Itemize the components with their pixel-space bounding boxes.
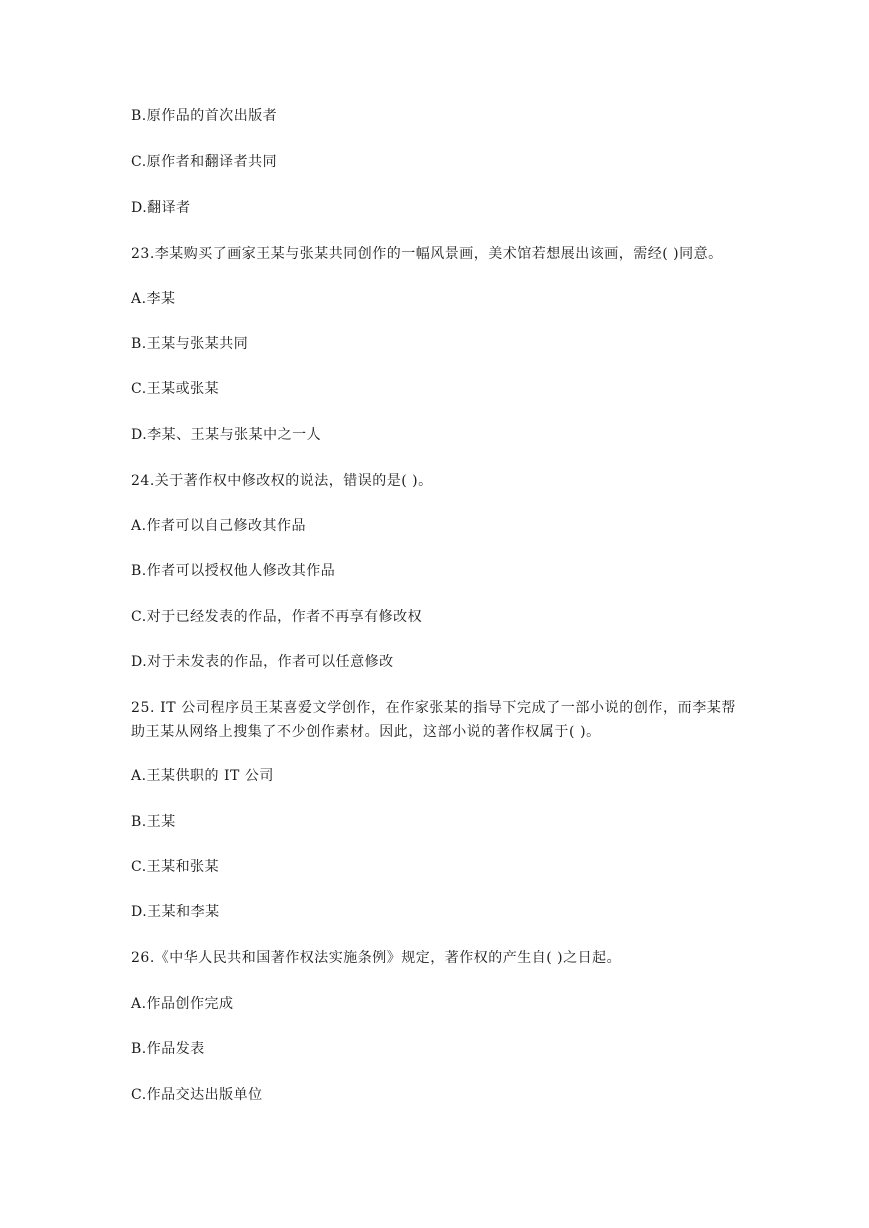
q25-option-c: C.王某和张某 <box>131 859 220 875</box>
q23-stem: 23.李某购买了画家王某与张某共同创作的一幅风景画，美术馆若想展出该画，需经( )同意。 <box>131 246 723 262</box>
q24-option-d: D.对于未发表的作品，作者可以任意修改 <box>131 654 394 670</box>
q22-option-d: D.翻译者 <box>131 200 191 216</box>
q23-option-a: A.李某 <box>131 291 176 307</box>
q25-option-a: A.王某供职的 IT 公司 <box>131 768 274 784</box>
q24-option-b: B.作者可以授权他人修改其作品 <box>131 563 336 579</box>
q23-option-d: D.李某、王某与张某中之一人 <box>131 427 322 443</box>
q25-stem: 25. IT 公司程序员王某喜爱文学创作，在作家张某的指导下完成了一部小说的创作，而李某帮助王某从网络上搜集了不少创作素材。因此，这部小说的著作权属于( )。 <box>131 700 737 740</box>
q26-stem: 26.《中华人民共和国著作权法实施条例》规定，著作权的产生自( )之日起。 <box>131 950 622 966</box>
q25-option-b: B.王某 <box>131 814 176 830</box>
q26-option-a: A.作品创作完成 <box>131 996 234 1012</box>
q24-stem: 24.关于著作权中修改权的说法，错误的是( )。 <box>131 473 433 489</box>
q23-option-c: C.王某或张某 <box>131 381 220 397</box>
q23-option-b: B.王某与张某共同 <box>131 336 249 352</box>
q22-option-b: B.原作品的首次出版者 <box>131 108 278 124</box>
q25-option-d: D.王某和李某 <box>131 904 220 920</box>
q26-option-b: B.作品发表 <box>131 1041 205 1057</box>
q26-option-c: C.作品交达出版单位 <box>131 1087 263 1103</box>
q22-option-c: C.原作者和翻译者共同 <box>131 154 278 170</box>
q24-option-a: A.作者可以自己修改其作品 <box>131 518 307 534</box>
q24-option-c: C.对于已经发表的作品，作者不再享有修改权 <box>131 609 423 625</box>
